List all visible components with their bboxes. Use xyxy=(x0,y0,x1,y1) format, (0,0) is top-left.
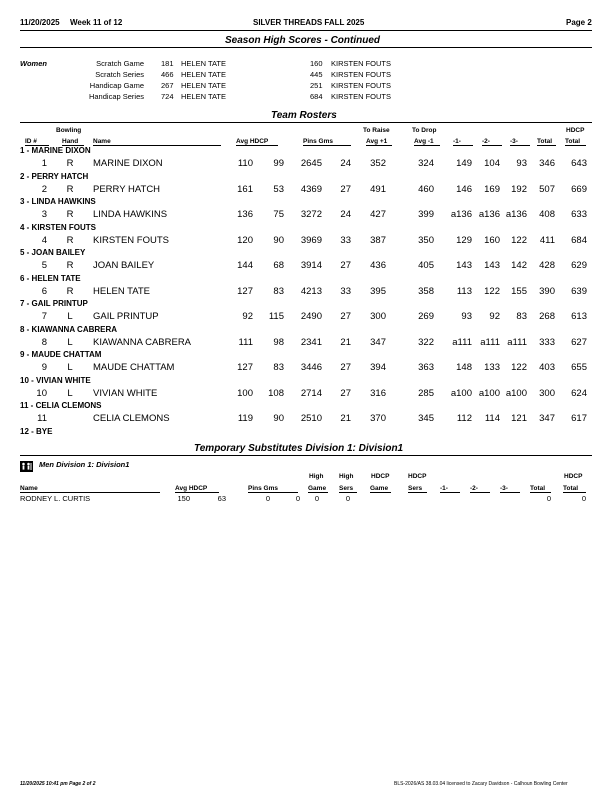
hs-score-2: 445 xyxy=(310,70,323,79)
cell-game-3: 121 xyxy=(511,413,527,424)
cell-gms: 27 xyxy=(340,260,351,271)
cell-hand: R xyxy=(66,158,74,169)
cell-name: MARINE DIXON xyxy=(93,158,163,169)
subs-title: Temporary Substitutes Division 1: Division1 xyxy=(194,443,404,454)
cell-pins: 3914 xyxy=(300,260,322,271)
subs-col-hdcp-a: HDCP xyxy=(371,473,390,480)
hs-name-2: KIRSTEN FOUTS xyxy=(331,92,392,101)
cell-game-2: 169 xyxy=(484,183,500,195)
cell-game-1: a100 xyxy=(450,387,472,399)
cell-to-drop: 345 xyxy=(418,413,434,424)
cell-total: 428 xyxy=(539,260,555,271)
cell-hdcp: 99 xyxy=(273,158,284,169)
cell-to-drop: 460 xyxy=(418,183,434,195)
cell-hand: R xyxy=(66,260,74,271)
hs-name-2: KIRSTEN FOUTS xyxy=(331,81,392,90)
cell-to-raise: 491 xyxy=(370,183,386,195)
cell-to-raise: 387 xyxy=(370,234,386,246)
cell-hdcp-total: 633 xyxy=(571,209,587,220)
cell-hdcp-total: 617 xyxy=(571,413,587,424)
cell-hand: L xyxy=(67,336,73,348)
col-to-drop: To Drop xyxy=(412,127,437,134)
cell-game-2: 104 xyxy=(484,158,500,169)
cell-hdcp: 108 xyxy=(268,387,284,399)
cell-game-1: 148 xyxy=(456,362,472,373)
cell-gms: 27 xyxy=(340,387,351,399)
cell-to-drop: 358 xyxy=(418,285,434,297)
cell-avg: 92 xyxy=(242,311,253,322)
cell-game-2: 143 xyxy=(484,260,500,271)
col-g3: -3- xyxy=(510,138,530,146)
report-date: 11/20/2025 xyxy=(20,18,60,27)
col-id: ID # xyxy=(25,138,49,146)
team-header: 8 - KIAWANNA CABRERA xyxy=(20,324,118,334)
cell-name: KIAWANNA CABRERA xyxy=(93,336,192,348)
cell-game-3: 83 xyxy=(516,311,527,322)
sub-pins: 0 xyxy=(265,494,270,503)
col-bowling: Bowling xyxy=(56,127,82,134)
cell-hand: R xyxy=(66,234,74,246)
cell-hdcp: 90 xyxy=(273,413,284,424)
cell-pins: 4213 xyxy=(300,285,322,297)
cell-game-1: a111 xyxy=(452,336,472,348)
cell-game-1: a136 xyxy=(450,209,472,220)
cell-avg: 120 xyxy=(237,234,253,246)
cell-to-raise: 300 xyxy=(370,311,386,322)
report-week: Week 11 of 12 xyxy=(70,18,123,27)
cell-gms: 27 xyxy=(340,362,351,373)
hs-name-1: HELEN TATE xyxy=(181,70,227,79)
sub-name: RODNEY L. CURTIS xyxy=(20,494,91,503)
hs-name-1: HELEN TATE xyxy=(181,92,227,101)
cell-gms: 27 xyxy=(340,183,351,195)
cell-game-3: a136 xyxy=(505,209,527,220)
cell-hdcp-total: 669 xyxy=(571,183,587,195)
hs-score-1: 267 xyxy=(161,81,174,90)
cell-avg: 111 xyxy=(238,336,253,348)
cell-gms: 21 xyxy=(340,413,351,424)
cell-to-raise: 394 xyxy=(370,362,386,373)
cell-hdcp-total: 627 xyxy=(571,336,587,348)
cell-hand: L xyxy=(67,362,73,373)
cell-game-3: a111 xyxy=(507,336,527,348)
rosters-title: Team Rosters xyxy=(271,110,337,121)
cell-name: MAUDE CHATTAM xyxy=(93,362,175,373)
hs-score-2: 684 xyxy=(310,92,323,101)
cell-pins: 2714 xyxy=(300,387,322,399)
cell-game-3: 122 xyxy=(511,234,527,246)
cell-to-drop: 269 xyxy=(418,311,434,322)
cell-pins: 2341 xyxy=(300,336,322,348)
hs-name-1: HELEN TATE xyxy=(181,59,227,68)
cell-game-1: 113 xyxy=(456,285,472,297)
cell-hdcp-total: 655 xyxy=(571,362,587,373)
subs-col-g2: -2- xyxy=(470,485,490,493)
cell-gms: 21 xyxy=(340,336,351,348)
subs-col-game2: Game xyxy=(370,485,391,493)
cell-id: 8 xyxy=(41,336,47,348)
hs-score-1: 181 xyxy=(161,59,174,68)
team-header: 11 - CELIA CLEMONS xyxy=(20,401,102,410)
cell-to-raise: 347 xyxy=(370,336,386,348)
cell-hdcp: 115 xyxy=(268,311,284,322)
col-hdcp-total: Total xyxy=(565,138,586,146)
cell-hand: R xyxy=(66,183,74,195)
cell-total: 411 xyxy=(539,234,555,246)
cell-hand: R xyxy=(66,285,74,297)
hs-score-2: 251 xyxy=(310,81,323,90)
subs-col-game: Game xyxy=(308,485,327,492)
cell-name: VIVIAN WHITE xyxy=(93,387,158,399)
cell-avg: 100 xyxy=(237,387,253,399)
hs-name-1: HELEN TATE xyxy=(181,81,227,90)
cell-gms: 24 xyxy=(340,209,351,220)
cell-name: GAIL PRINTUP xyxy=(93,311,159,322)
sub-hdcp-total: 0 xyxy=(581,494,586,503)
sub-total: 0 xyxy=(546,494,551,503)
cell-game-3: 155 xyxy=(511,285,527,297)
cell-pins: 2510 xyxy=(300,413,322,424)
cell-to-drop: 324 xyxy=(418,158,434,169)
cell-avg: 136 xyxy=(237,209,253,220)
cell-pins: 2645 xyxy=(300,158,322,169)
team-header: 4 - KIRSTEN FOUTS xyxy=(20,222,97,232)
col-pins-gms: Pins Gms xyxy=(303,138,351,146)
cell-game-1: 93 xyxy=(461,311,472,322)
col-to-raise: To Raise xyxy=(363,127,390,134)
cell-hdcp-total: 684 xyxy=(571,234,587,246)
high-scores-rule xyxy=(20,47,592,48)
cell-to-raise: 352 xyxy=(370,158,386,169)
page-number: Page 2 xyxy=(566,18,592,27)
col-avg-plus: Avg +1 xyxy=(366,138,392,146)
hs-score-1: 466 xyxy=(161,70,174,79)
cell-hand: R xyxy=(66,209,74,220)
cell-avg: 127 xyxy=(237,285,253,297)
team-header: 9 - MAUDE CHATTAM xyxy=(20,350,102,359)
cell-game-3: 192 xyxy=(511,183,527,195)
col-hdcp: HDCP xyxy=(566,127,585,134)
cell-hdcp: 90 xyxy=(273,234,284,246)
cell-id: 4 xyxy=(41,234,47,246)
cell-total: 390 xyxy=(539,285,555,297)
high-scores-title: Season High Scores - Continued xyxy=(225,35,381,46)
cell-hdcp: 83 xyxy=(273,362,284,373)
hs-label: Scratch Game xyxy=(96,59,144,68)
cell-hdcp-total: 624 xyxy=(571,387,587,399)
cell-name: CELIA CLEMONS xyxy=(93,413,170,424)
cell-id: 7 xyxy=(41,311,47,322)
hs-name-2: KIRSTEN FOUTS xyxy=(331,70,392,79)
subs-col-sers: Sers xyxy=(339,485,357,493)
cell-game-1: 149 xyxy=(456,158,472,169)
rosters-rule xyxy=(20,122,592,123)
team-header: 1 - MARINE DIXON xyxy=(20,146,91,155)
col-g2: -2- xyxy=(482,138,502,146)
hs-label: Handicap Series xyxy=(88,92,144,101)
cell-hdcp: 83 xyxy=(273,285,284,297)
cell-name: JOAN BAILEY xyxy=(93,260,155,271)
cell-name: HELEN TATE xyxy=(93,285,151,297)
hs-label: Handicap Game xyxy=(89,81,144,90)
bowlers-icon xyxy=(20,459,33,470)
cell-to-drop: 350 xyxy=(418,234,434,246)
cell-total: 300 xyxy=(539,387,555,399)
cell-gms: 33 xyxy=(340,234,351,246)
subs-col-avg-hdcp: Avg HDCP xyxy=(175,485,219,493)
cell-game-2: 122 xyxy=(484,285,500,297)
subs-col-total: Total xyxy=(530,485,551,493)
cell-game-2: 92 xyxy=(489,311,500,322)
cell-total: 403 xyxy=(539,362,555,373)
cell-game-3: a100 xyxy=(505,387,527,399)
hs-name-2: KIRSTEN FOUTS xyxy=(331,59,392,68)
col-name: Name xyxy=(93,138,221,146)
team-header: 5 - JOAN BAILEY xyxy=(20,248,86,257)
cell-to-raise: 370 xyxy=(370,413,386,424)
cell-game-2: 133 xyxy=(484,362,500,373)
col-hand: Hand xyxy=(62,138,84,146)
cell-pins: 4369 xyxy=(300,183,322,195)
cell-hdcp: 53 xyxy=(273,183,284,195)
sub-avg: 150 xyxy=(177,494,190,503)
cell-avg: 110 xyxy=(237,158,253,169)
cell-hdcp-total: 643 xyxy=(571,158,587,169)
cell-name: LINDA HAWKINS xyxy=(93,209,168,220)
cell-game-1: 112 xyxy=(456,413,472,424)
subs-col-hdcp-c: HDCP xyxy=(564,473,583,480)
cell-avg: 161 xyxy=(237,183,253,195)
cell-name: PERRY HATCH xyxy=(93,183,161,195)
cell-game-2: 160 xyxy=(484,234,500,246)
cell-to-raise: 427 xyxy=(370,209,386,220)
cell-id: 3 xyxy=(41,209,47,220)
cell-game-1: 143 xyxy=(456,260,472,271)
cell-game-3: 122 xyxy=(511,362,527,373)
cell-pins: 3272 xyxy=(300,209,322,220)
cell-total: 347 xyxy=(539,413,555,424)
hs-score-1: 724 xyxy=(161,92,174,101)
cell-pins: 3969 xyxy=(300,234,322,246)
cell-id: 10 xyxy=(36,387,47,399)
hs-label: Scratch Series xyxy=(95,70,144,79)
col-avg-hdcp: Avg HDCP xyxy=(236,138,278,146)
cell-hdcp-total: 639 xyxy=(571,285,587,297)
cell-avg: 119 xyxy=(237,413,253,424)
cell-game-1: 129 xyxy=(456,234,472,246)
cell-game-2: a111 xyxy=(480,336,500,348)
subs-col-total2: Total xyxy=(563,485,586,493)
cell-game-3: 142 xyxy=(511,260,527,271)
subs-col-g1: -1- xyxy=(440,485,460,493)
cell-to-drop: 399 xyxy=(418,209,434,220)
sub-high-game: 0 xyxy=(314,494,319,503)
cell-hdcp-total: 629 xyxy=(571,260,587,271)
cell-total: 507 xyxy=(539,183,555,195)
cell-hdcp-total: 613 xyxy=(571,311,587,322)
col-total: Total xyxy=(537,138,556,146)
hs-score-2: 160 xyxy=(310,59,323,68)
cell-pins: 3446 xyxy=(300,362,322,373)
cell-name: KIRSTEN FOUTS xyxy=(93,234,170,246)
cell-to-drop: 405 xyxy=(418,260,434,271)
cell-game-2: a136 xyxy=(478,209,500,220)
cell-hand: L xyxy=(67,387,73,399)
subs-col-high2: High xyxy=(339,473,354,480)
sub-gms: 0 xyxy=(295,494,300,503)
subs-col-sers2: Sers xyxy=(408,485,427,493)
cell-hdcp: 68 xyxy=(273,260,284,271)
cell-to-drop: 363 xyxy=(418,362,434,373)
cell-gms: 24 xyxy=(340,158,351,169)
cell-total: 408 xyxy=(539,209,555,220)
cell-to-raise: 395 xyxy=(370,285,386,297)
cell-id: 5 xyxy=(41,260,47,271)
cell-total: 268 xyxy=(539,311,555,322)
cell-id: 9 xyxy=(41,362,47,373)
cell-hdcp: 75 xyxy=(273,209,284,220)
cell-game-2: a100 xyxy=(478,387,500,399)
cell-total: 346 xyxy=(539,158,555,169)
cell-to-raise: 316 xyxy=(370,387,386,399)
header-rule xyxy=(20,30,592,31)
cell-avg: 144 xyxy=(237,260,253,271)
cell-id: 6 xyxy=(41,285,47,297)
cell-hand: L xyxy=(67,311,73,322)
cell-to-drop: 285 xyxy=(418,387,434,399)
subs-col-g3: -3- xyxy=(500,485,520,493)
team-header: 3 - LINDA HAWKINS xyxy=(20,197,96,206)
cell-id: 2 xyxy=(41,183,47,195)
cell-to-raise: 436 xyxy=(370,260,386,271)
subs-group-label: Men Division 1: Division1 xyxy=(39,460,130,469)
footer-license: BLS-2026/AS 38.03.04 licensed to Zacary Davidson - Calhoun Bowling Center xyxy=(394,781,568,787)
team-header: 10 - VIVIAN WHITE xyxy=(20,375,91,385)
cell-avg: 127 xyxy=(237,362,253,373)
cell-pins: 2490 xyxy=(300,311,322,322)
cell-to-drop: 322 xyxy=(418,336,434,348)
cell-gms: 27 xyxy=(340,311,351,322)
subs-col-pins-gms: Pins Gms xyxy=(248,485,298,493)
team-header: 2 - PERRY HATCH xyxy=(20,171,89,181)
subs-col-name: Name xyxy=(20,485,160,493)
cell-id: 11 xyxy=(37,413,47,424)
cell-hdcp: 98 xyxy=(273,336,284,348)
team-header: 7 - GAIL PRINTUP xyxy=(20,299,88,308)
cell-game-1: 146 xyxy=(456,183,472,195)
high-scores-category: Women xyxy=(20,59,47,68)
col-avg-minus: Avg -1 xyxy=(414,138,440,146)
sub-high-series: 0 xyxy=(345,494,350,503)
bye-team: 12 - BYE xyxy=(20,427,53,436)
cell-total: 333 xyxy=(539,336,555,348)
footer-timestamp: 11/20/2025 10:41 pm Page 2 of 2 xyxy=(20,781,96,787)
team-header: 6 - HELEN TATE xyxy=(20,273,81,283)
cell-gms: 33 xyxy=(340,285,351,297)
cell-game-3: 93 xyxy=(516,158,527,169)
subs-col-hdcp-b: HDCP xyxy=(408,473,427,480)
league-title: SILVER THREADS FALL 2025 xyxy=(253,18,365,27)
cell-id: 1 xyxy=(41,158,47,169)
col-g1: -1- xyxy=(453,138,473,146)
cell-game-2: 114 xyxy=(484,413,500,424)
subs-rule xyxy=(20,455,592,456)
subs-col-high: High xyxy=(309,473,324,480)
sub-hdcp: 63 xyxy=(217,494,226,503)
